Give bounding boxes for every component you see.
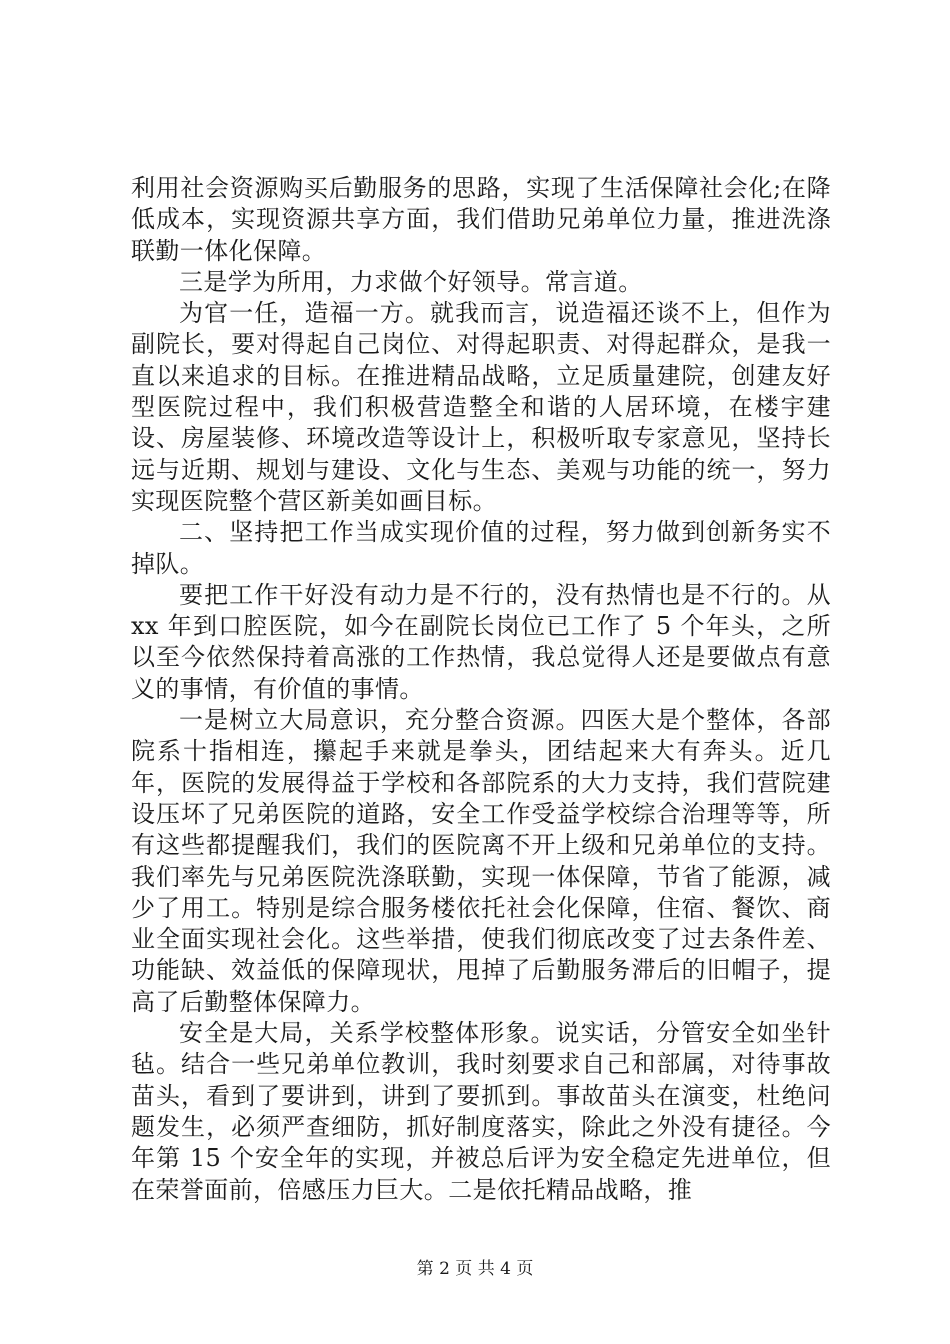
- paragraph-1: 利用社会资源购买后勤服务的思路，实现了生活保障社会化;在降低成本，实现资源共享方面，我们借助兄弟单位力量，推进洗涤联勤一体化保障。: [131, 174, 831, 265]
- paragraph-6: 一是树立大局意识，充分整合资源。四医大是个整体，各部院系十指相连，攥起手来就是拳头，团结起来大有奔头。近几年，医院的发展得益于学校和各部院系的大力支持，我们营院建设压坏了兄弟医院的道路，安全工作受益学校综合治理等等，所有这些都提醒我们，我们的医院离不开上级和兄弟单位的支持。我们率先与兄弟医院洗涤联勤，实现一体保障，节省了能源，减少了用工。特别是综合服务楼依托社会化保障，住宿、餐饮、商业全面实现社会化。这些举措，使我们彻底改变了过去条件差、功能缺、效益低的保障现状，甩掉了后勤服务滞后的旧帽子，提高了后勤整体保障力。: [131, 706, 831, 1016]
- document-body: [131, 173, 831, 1206]
- page-footer: 第 2 页 共 4 页: [416, 1259, 534, 1279]
- paragraph-4: 二、坚持把工作当成实现价值的过程，努力做到创新务实不掉队。: [131, 518, 831, 578]
- paragraph-2: 三是学为所用，力求做个好领导。常言道。: [179, 267, 643, 296]
- paragraph-3: 为官一任，造福一方。就我而言，说造福还谈不上，但作为副院长，要对得起自己岗位、对得起职责、对得起群众，是我一直以来追求的目标。在推进精品战略，立足质量建院，创建友好型医院过程中，我们积极营造整全和谐的人居环境，在楼宇建设、房屋装修、环境改造等设计上，积极听取专家意见，坚持长远与近期、规划与建设、文化与生态、美观与功能的统一，努力实现医院整个营区新美如画目标。: [131, 299, 831, 515]
- paragraph-7: 安全是大局，关系学校整体形象。说实话，分管安全如坐针毡。结合一些兄弟单位教训，我时刻要求自己和部属，对待事故苗头，看到了要讲到，讲到了要抓到。事故苗头在演变，杜绝问题发生，必须严查细防，抓好制度落实，除此之外没有捷径。今年第 15 个安全年的实现，并被总后评为安全稳定先进单位，但在荣誉面前，倍感压力巨大。二是依托精品战略，推: [131, 1019, 831, 1204]
- paragraph-5: 要把工作干好没有动力是不行的，没有热情也是不行的。从 xx 年到口腔医院，如今在副院长岗位已工作了 5 个年头，之所以至今依然保持着高涨的工作热情，我总觉得人还是要做点有意义的事情，有价值的事情。: [131, 580, 831, 703]
